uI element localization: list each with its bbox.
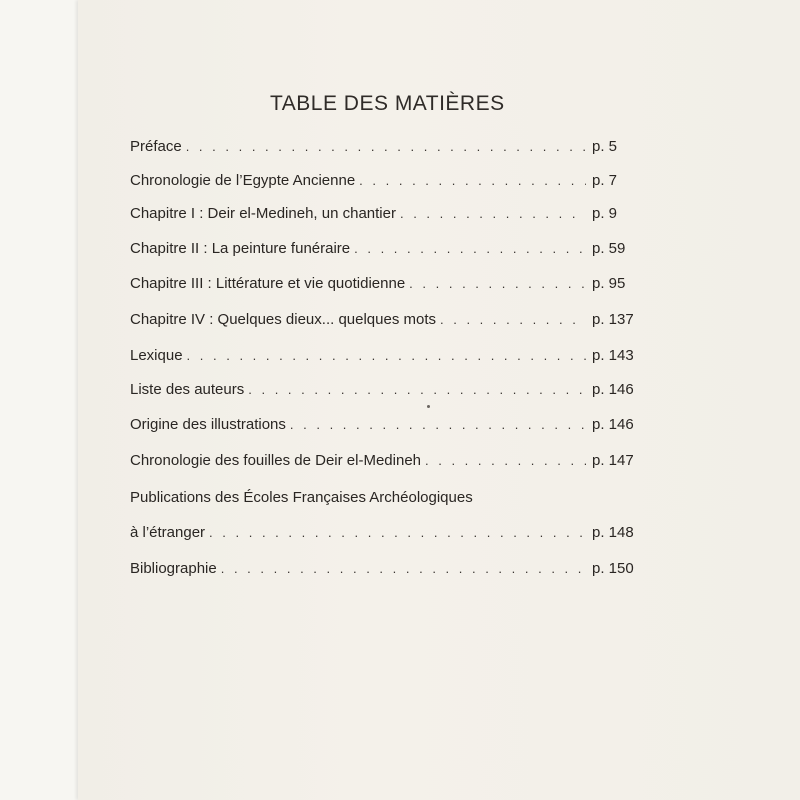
dot-leader — [186, 139, 586, 154]
paper-speck — [427, 405, 430, 408]
toc-entry — [130, 205, 640, 229]
dot-leader — [290, 417, 586, 432]
toc-entry-label: Bibliographie — [130, 560, 217, 577]
toc-entry-page: p. 148 — [592, 524, 634, 541]
toc-entry-label: Préface — [130, 138, 182, 155]
toc-entry-page: p. 5 — [592, 138, 618, 155]
toc-entry-page: p. 95 — [592, 275, 626, 292]
dot-leader — [248, 382, 586, 397]
toc-entry-label: Chronologie de l’Egypte Ancienne — [130, 172, 356, 189]
dot-leader — [425, 453, 586, 468]
toc-entry-page: p. 143 — [592, 347, 634, 364]
toc-entry-label: Liste des auteurs — [130, 381, 245, 398]
dot-leader — [209, 525, 586, 540]
toc-entry — [130, 172, 640, 196]
toc-entry-label: Origine des illustrations — [130, 416, 286, 433]
toc-entry — [130, 347, 640, 371]
dot-leader — [400, 206, 586, 221]
toc-entry-label: Chapitre I : Deir el-Medineh, un chantier — [130, 205, 396, 222]
toc-entry-page: p. 146 — [592, 381, 634, 398]
page-title: TABLE DES MATIÈRES — [270, 92, 505, 115]
page-margin-strip — [0, 0, 78, 800]
toc-entry — [130, 416, 640, 440]
toc-entry-label: Chronologie des fouilles de Deir el-Medineh — [130, 452, 421, 469]
toc-entry — [130, 524, 640, 548]
toc-entry-page: p. 9 — [592, 205, 618, 222]
toc-entry-label: Chapitre II : La peinture funéraire — [130, 240, 351, 257]
dot-leader — [187, 348, 586, 363]
dot-leader — [221, 561, 586, 576]
toc-entry-label: Chapitre IV : Quelques dieux... quelques mots — [130, 311, 437, 328]
toc-entry-page: p. 147 — [592, 452, 634, 469]
toc-entry — [130, 311, 640, 335]
toc-entry-page: p. 137 — [592, 311, 634, 328]
dot-leader — [359, 173, 586, 188]
toc-entry — [130, 452, 640, 476]
toc-entry-label: à l’étranger — [130, 524, 206, 541]
toc-entry-label: Lexique — [130, 347, 183, 364]
toc-entry — [130, 240, 640, 264]
dot-leader — [409, 276, 586, 291]
toc-entry — [130, 560, 640, 584]
toc-entry — [130, 381, 640, 405]
toc-entry-page: p. 59 — [592, 240, 626, 257]
toc-entry — [130, 138, 640, 162]
toc-entry-label: Publications des Écoles Françaises Archéologiques — [130, 489, 473, 506]
toc-entry-page: p. 150 — [592, 560, 634, 577]
toc-entry-page: p. 7 — [592, 172, 618, 189]
dot-leader — [440, 312, 586, 327]
toc-entry-page: p. 146 — [592, 416, 634, 433]
dot-leader — [354, 241, 586, 256]
toc-entry-label: Chapitre III : Littérature et vie quotidienne — [130, 275, 406, 292]
toc-entry — [130, 275, 640, 299]
